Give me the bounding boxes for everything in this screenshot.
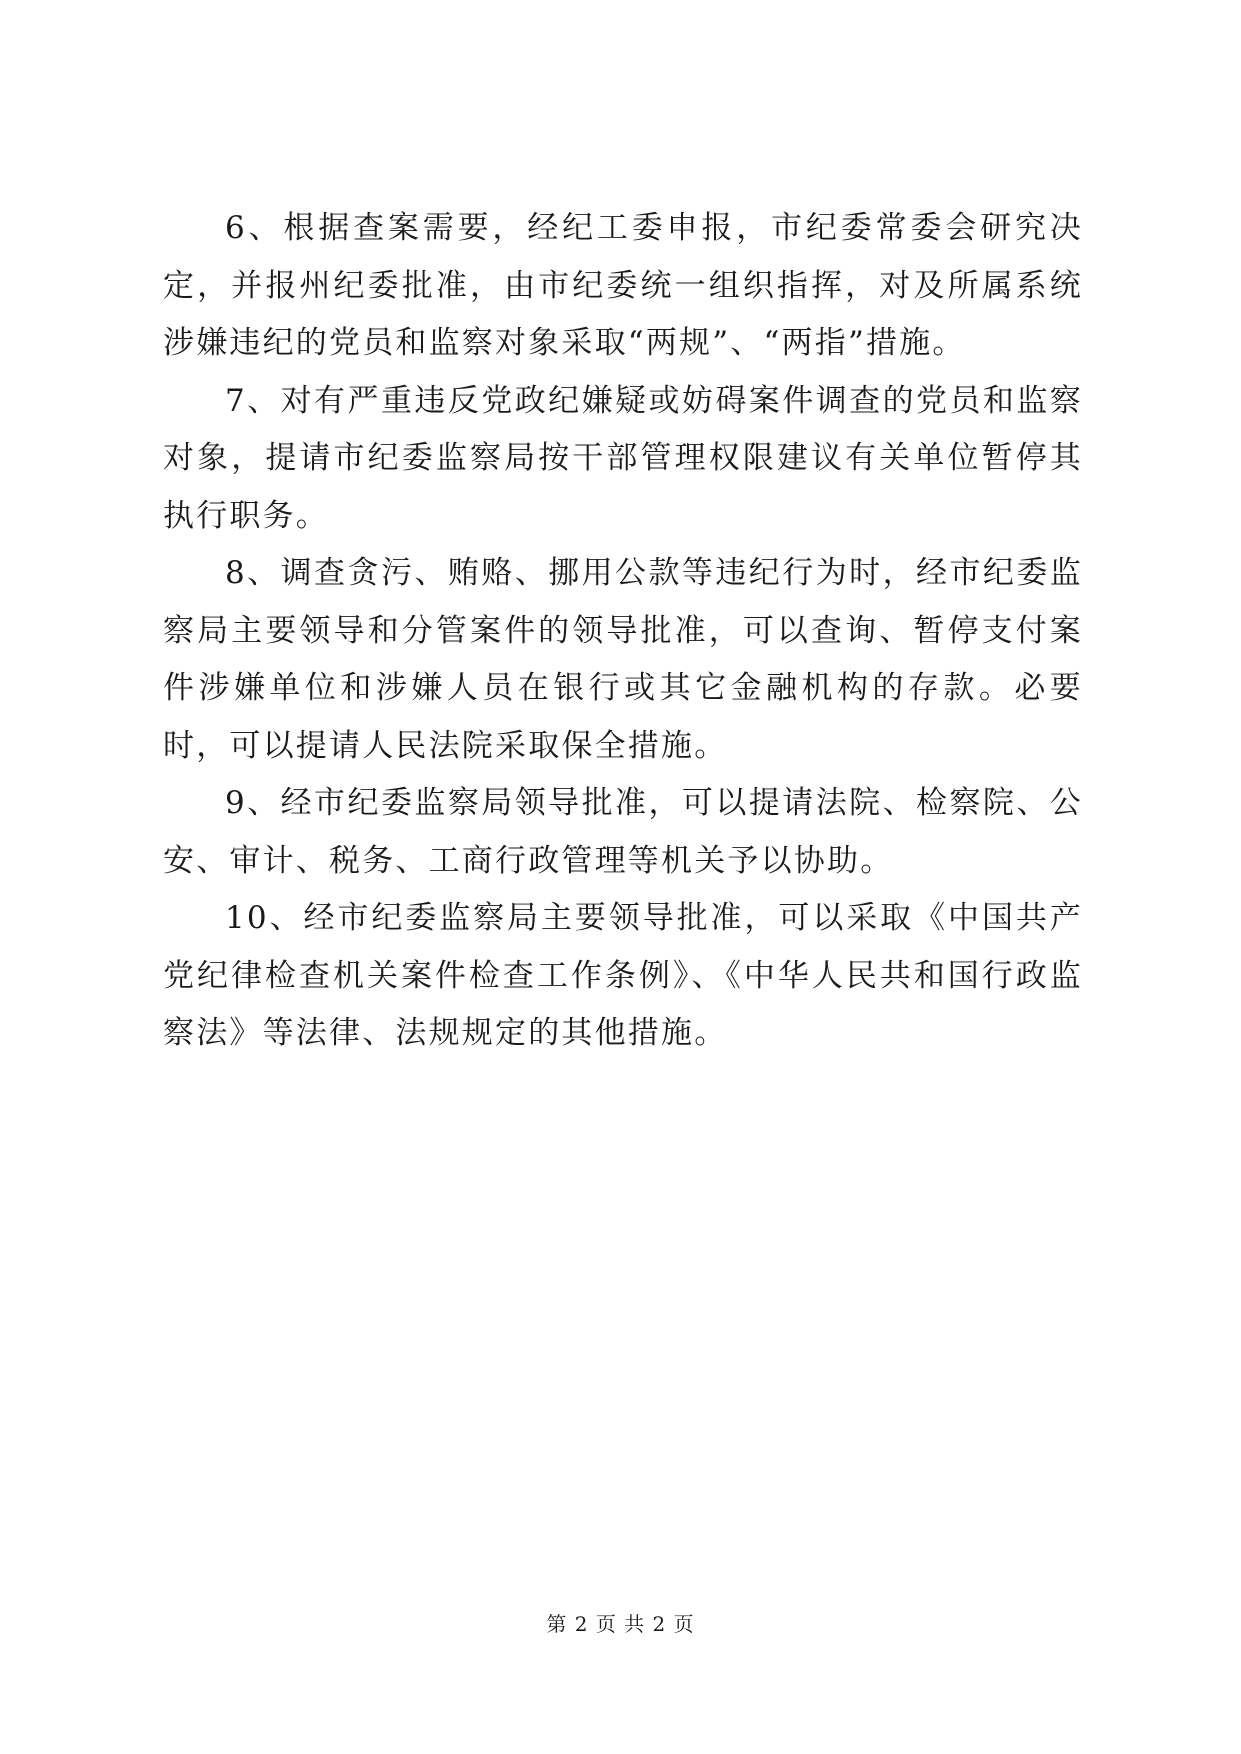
paragraph-item-7: 7、对有严重违反党政纪嫌疑或妨碍案件调查的党员和监察对象，提请市纪委监察局按干部管理权限建议有关单位暂停其执行职务。 <box>163 382 1083 534</box>
paragraph-item-9: 9、经市纪委监察局领导批准，可以提请法院、检察院、公安、审计、税务、工商行政管理等机关予以协助。 <box>163 785 1083 879</box>
page-number-footer: 第 2 页 共 2 页 <box>546 1612 695 1636</box>
paragraph-item-10: 10、经市纪委监察局主要领导批准，可以采取《中国共产党纪律检查机关案件检查工作条例》、《中华人民共和国行政监察法》等法律、法规规定的其他措施。 <box>163 900 1083 1051</box>
paragraph-item-6: 6、根据查案需要，经纪工委申报，市纪委常委会研究决定，并报州纪委批准，由市纪委统一组织指挥，对及所属系统涉嫌违纪的党员和监察对象采取“两规”、“两指”措施。 <box>163 210 1083 361</box>
document-body <box>163 200 1083 1063</box>
paragraph-item-8: 8、调查贪污、贿赂、挪用公款等违纪行为时，经市纪委监察局主要领导和分管案件的领导批准，可以查询、暂停支付案件涉嫌单位和涉嫌人员在银行或其它金融机构的存款。必要时，可以提请人民法院采取保全措施。 <box>163 555 1083 764</box>
